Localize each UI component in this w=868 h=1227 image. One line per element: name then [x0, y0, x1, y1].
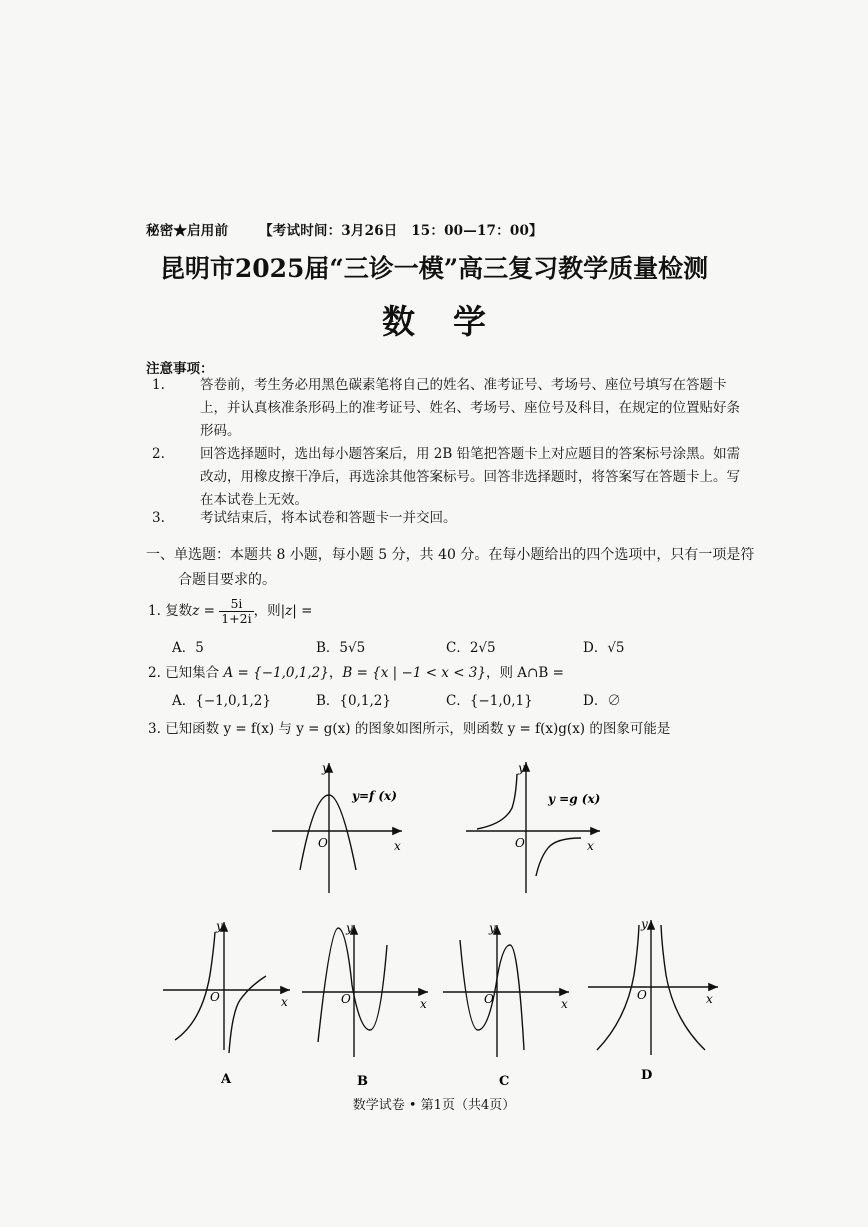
- choice-label-b: B: [357, 1074, 368, 1089]
- choice-label-d: D: [641, 1068, 653, 1083]
- graph-f: [272, 763, 402, 893]
- option-d: D．∅: [583, 693, 621, 709]
- question-text: 复数: [165, 603, 193, 619]
- section-heading: 一、单选题：本题共 8 小题，每小题 5 分，共 40 分。在每小题给出的四个选项中，只有一项是符合题目要求的。: [146, 547, 755, 588]
- question-text: 已知函数 y = f(x) 与 y = g(x) 的图象如图所示，则函数 y = f(x)g(x) 的图象可能是: [165, 721, 671, 737]
- origin-label: O: [637, 988, 647, 1002]
- option-c: C．2√5: [446, 640, 496, 656]
- axis-label-y: y: [346, 921, 353, 935]
- subject-title: 数学: [382, 302, 524, 341]
- note-number: 2.: [152, 446, 165, 462]
- axis-label-y: y: [216, 919, 223, 933]
- curve-g-right: [536, 838, 581, 876]
- confidential-label: 秘密★启用前: [146, 223, 229, 239]
- origin-label: O: [210, 990, 220, 1004]
- origin-label: O: [515, 836, 525, 850]
- note-text: 回答选择题时，选出每小题答案后，用 2B 铅笔把答题卡上对应题目的答案标号涂黑。如需改动，用橡皮擦干净后，再选涂其他答案标号。回答非选择题时，将答案写在答题卡上。写在本试卷上无效。: [200, 446, 741, 508]
- option-a: A．5: [172, 640, 204, 656]
- axis-label-x: x: [420, 997, 427, 1011]
- page-footer: 数学试卷 • 第1页（共4页）: [352, 1098, 516, 1113]
- choice-graph-d: [588, 920, 718, 1055]
- question-2: 2. 已知集合 A = {−1,0,1,2}，B = {x | −1 < x < 3}，则 A∩B =: [148, 665, 564, 681]
- question-number: 3.: [148, 721, 161, 737]
- curve-f: [300, 795, 356, 870]
- note-number: 1.: [152, 377, 165, 393]
- question-number: 1.: [148, 603, 161, 619]
- origin-label: O: [318, 836, 328, 850]
- notes-heading: 注意事项：: [146, 361, 214, 377]
- graph-f-label: y=f (x): [352, 789, 397, 803]
- option-b: B．{0,1,2}: [316, 693, 391, 709]
- option-b: B．5√5: [316, 640, 366, 656]
- question-number: 2.: [148, 665, 161, 681]
- exam-time: 【考试时间：3月26日 15：00—17：00】: [259, 223, 543, 239]
- exam-title: 昆明市2025届“三诊一模”高三复习教学质量检测: [159, 254, 709, 283]
- curve-g-left: [477, 774, 517, 829]
- option-d: D．√5: [583, 640, 625, 656]
- axis-label-y: y: [322, 761, 329, 775]
- question-1: 1. 复数z = $\frac{5i}{1+2i}$ ，则|z| =: [148, 596, 313, 626]
- graph-g: [466, 762, 600, 893]
- axis-label-x: x: [281, 995, 288, 1009]
- option-c: C．{−1,0,1}: [446, 693, 533, 709]
- note-number: 3.: [152, 510, 165, 526]
- choice-graph-b: [302, 925, 428, 1057]
- axis-label-x: x: [561, 997, 568, 1011]
- graph-g-label: y =g (x): [548, 792, 601, 806]
- fraction: $\frac{5i}{1+2i}$: [221, 596, 252, 626]
- choice-graph-a: [163, 922, 290, 1053]
- axis-label-y: y: [518, 761, 525, 775]
- note-text: 答卷前，考生务必用黑色碳素笔将自己的姓名、准考证号、考场号、座位号填写在答题卡上，并认真核准条形码上的准考证号、姓名、考场号、座位号及科目，在规定的位置贴好条形码。: [200, 377, 740, 439]
- note-text: 考试结束后，将本试卷和答题卡一并交回。: [200, 510, 457, 526]
- axis-label-y: y: [489, 921, 496, 935]
- origin-label: O: [341, 992, 351, 1006]
- axis-label-x: x: [587, 839, 594, 853]
- choice-label-c: C: [499, 1074, 510, 1089]
- choice-graph-c: [443, 925, 569, 1057]
- axis-label-y: y: [641, 917, 648, 931]
- option-a: A．{−1,0,1,2}: [172, 693, 271, 709]
- origin-label: O: [484, 992, 494, 1006]
- axis-label-x: x: [706, 992, 713, 1006]
- choice-label-a: A: [221, 1072, 232, 1087]
- axis-label-x: x: [394, 839, 401, 853]
